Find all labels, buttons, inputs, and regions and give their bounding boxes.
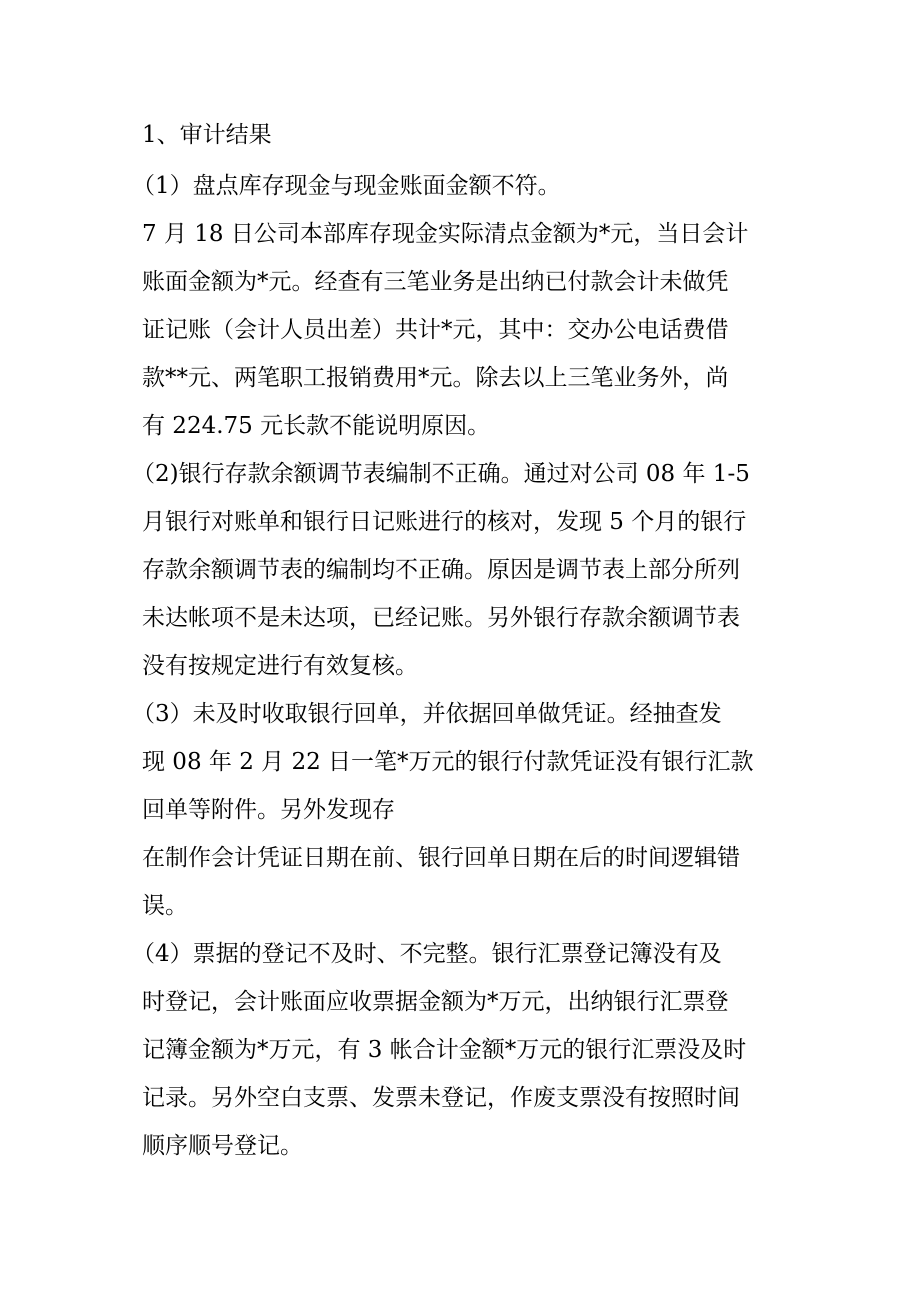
paragraph-line: 7 月 18 日公司本部库存现金实际清点金额为*元，当日会计 [142, 221, 749, 247]
item-4-heading: （4）票据的登记不及时、不完整。银行汇票登记簿没有及 [132, 941, 722, 967]
paragraph-line: 记录。另外空白支票、发票未登记，作废支票没有按照时间 [142, 1085, 740, 1111]
paragraph-line: 未达帐项不是未达项，已经记账。另外银行存款余额调节表 [142, 605, 740, 631]
paragraph-line: 时登记，会计账面应收票据金额为*万元，出纳银行汇票登 [142, 989, 729, 1015]
paragraph-line: 证记账（会计人员出差）共计*元，其中：交办公电话费借 [142, 317, 729, 343]
paragraph-line: 款**元、两笔职工报销费用*元。除去以上三笔业务外，尚 [142, 365, 729, 391]
item-1-heading: （1）盘点库存现金与现金账面金额不符。 [132, 173, 561, 199]
item-2-heading: （2)银行存款余额调节表编制不正确。通过对公司 08 年 1-5 [132, 461, 750, 487]
paragraph-line: 在制作会计凭证日期在前、银行回单日期在后的时间逻辑错 [142, 845, 740, 871]
item-3-heading: （3）未及时收取银行回单，并依据回单做凭证。经抽查发 [132, 701, 722, 727]
paragraph-line: 存款余额调节表的编制均不正确。原因是调节表上部分所列 [142, 557, 740, 583]
paragraph-line: 顺序顺号登记。 [142, 1133, 303, 1159]
paragraph-line: 有 224.75 元长款不能说明原因。 [142, 413, 491, 439]
paragraph-line: 回单等附件。另外发现存 [142, 797, 395, 823]
paragraph-line: 误。 [142, 893, 188, 919]
paragraph-line: 月银行对账单和银行日记账进行的核对，发现 5 个月的银行 [142, 509, 747, 535]
section-heading: 1、审计结果 [142, 122, 272, 148]
paragraph-line: 账面金额为*元。经查有三笔业务是出纳已付款会计未做凭 [142, 269, 729, 295]
paragraph-line: 没有按规定进行有效复核。 [142, 653, 418, 679]
paragraph-line: 记簿金额为*万元，有 3 帐合计金额*万元的银行汇票没及时 [142, 1037, 747, 1063]
paragraph-line: 现 08 年 2 月 22 日一笔*万元的银行付款凭证没有银行汇款 [142, 749, 754, 775]
